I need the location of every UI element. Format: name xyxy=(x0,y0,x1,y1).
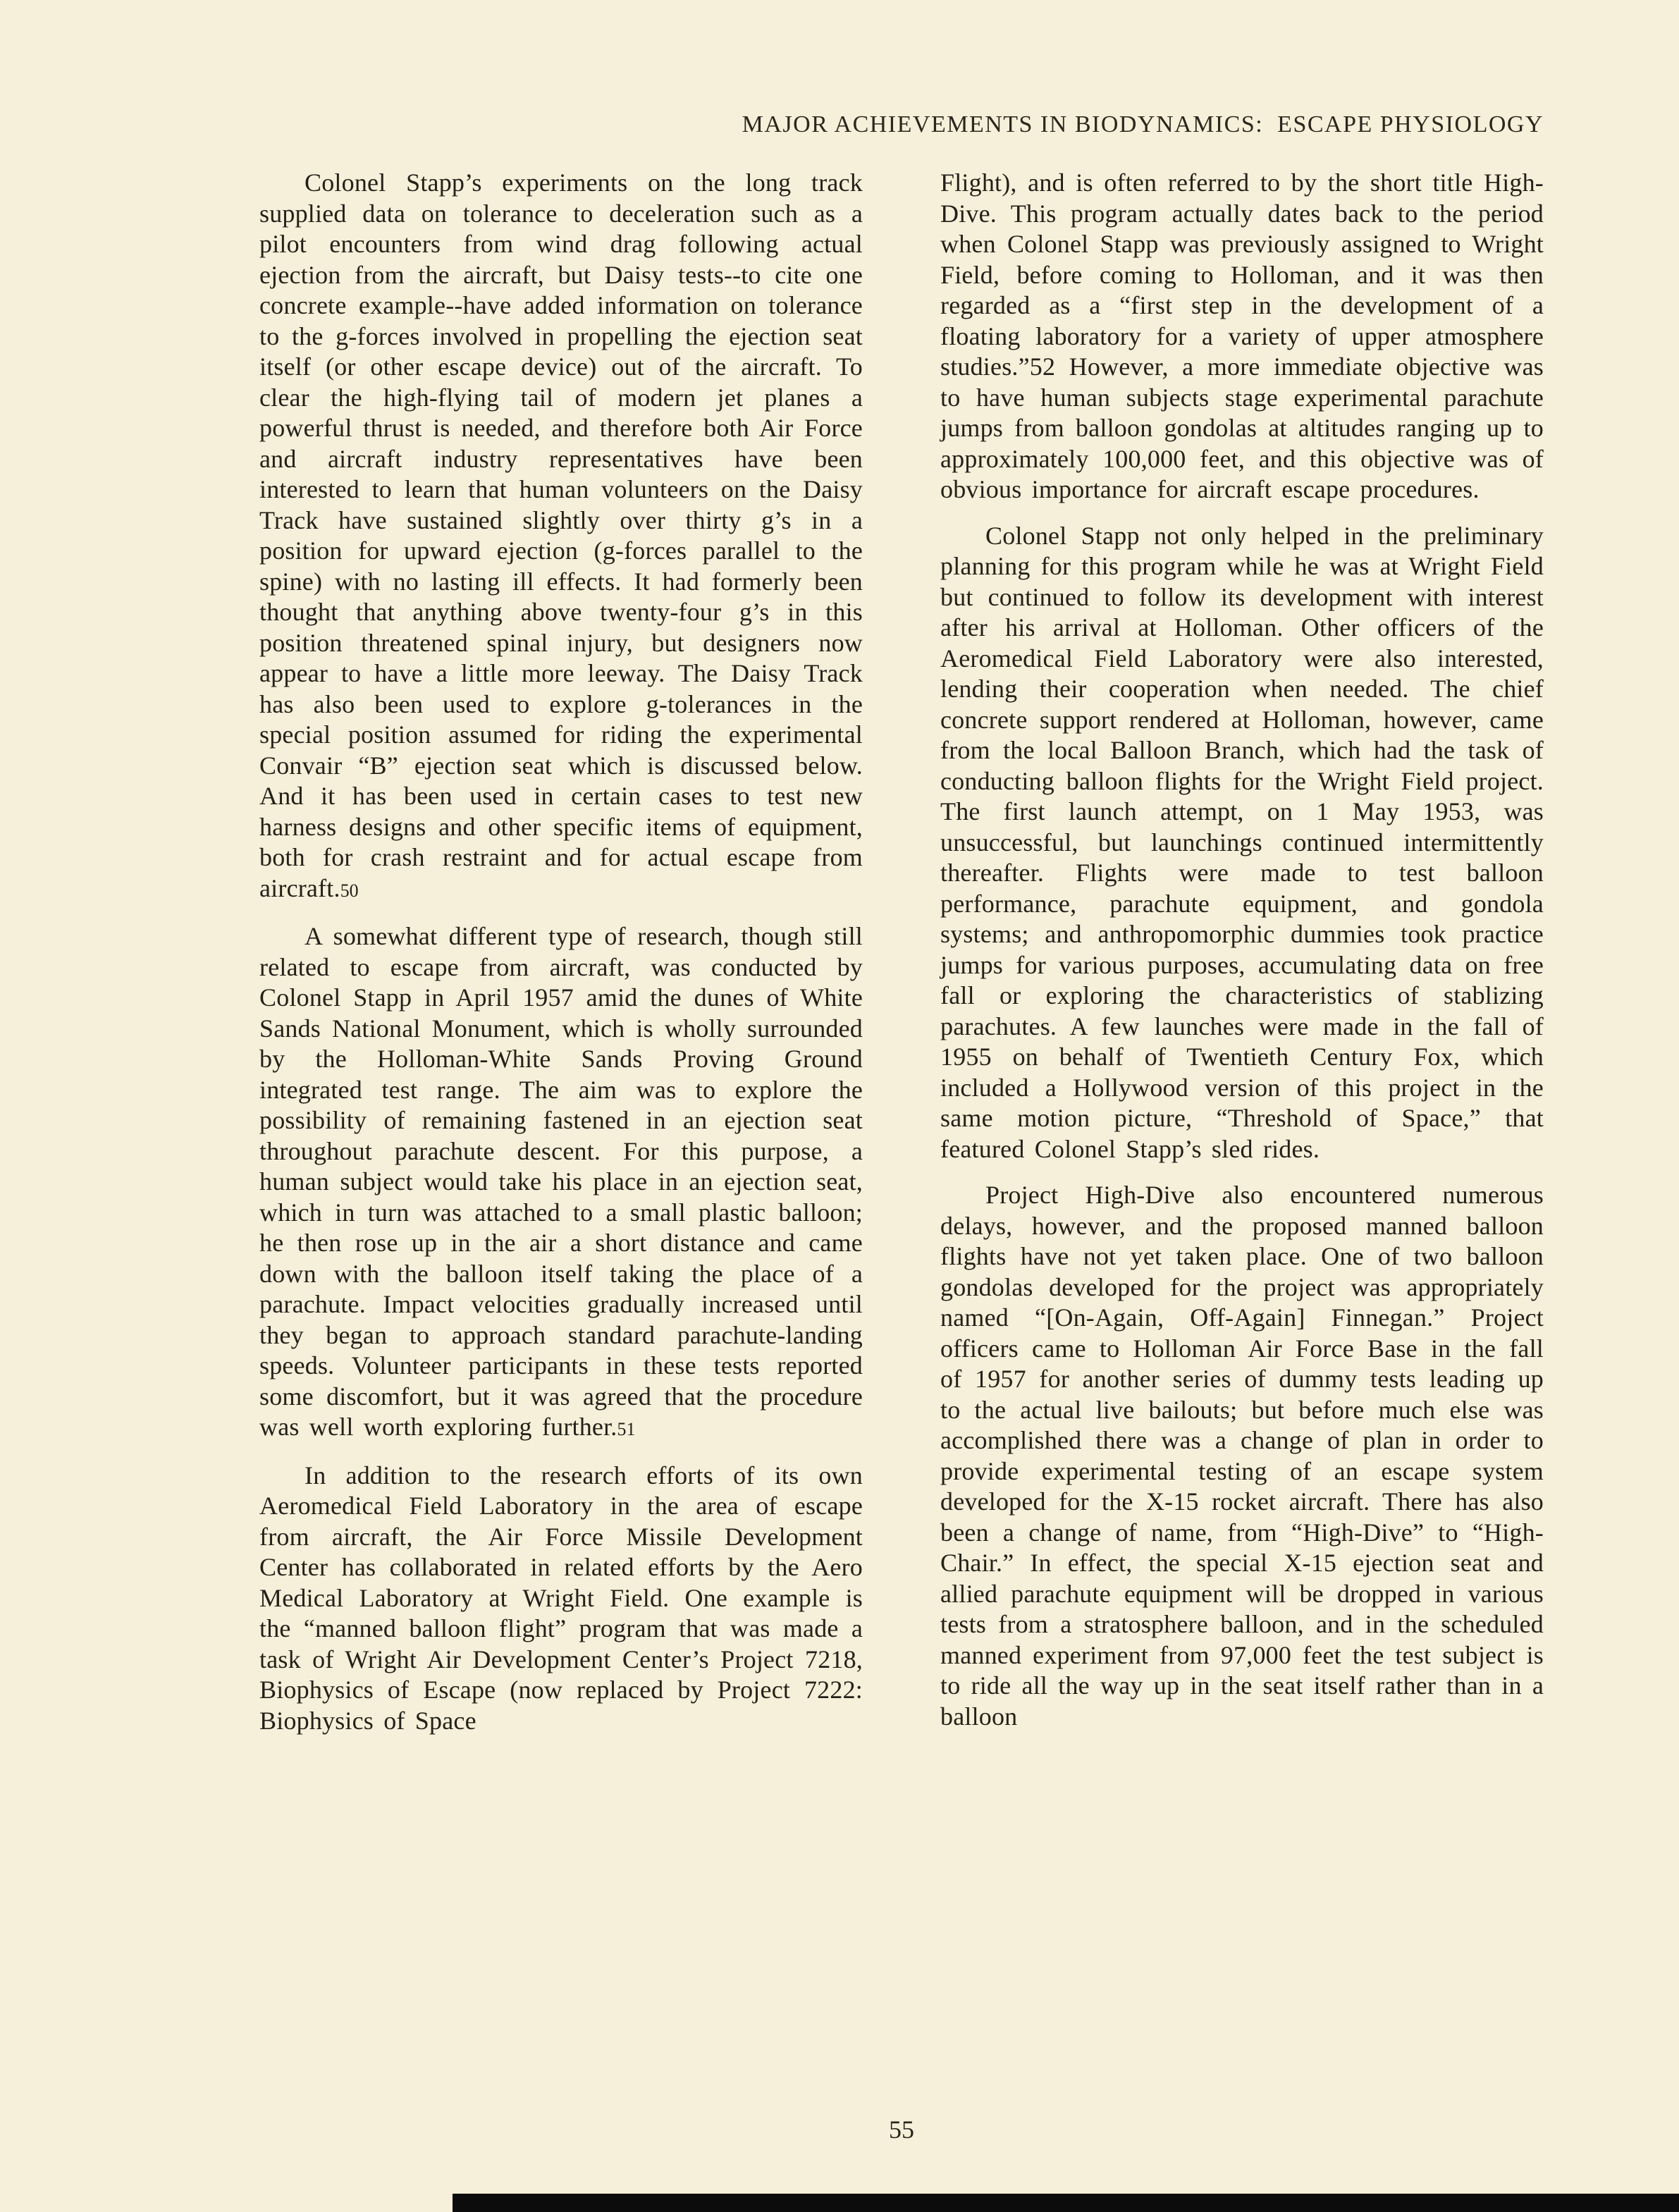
paragraph: Colonel Stapp not only helped in the preliminary planning for this program while he was at Wright Field but continued to follow its development with interest after his arrival at Holloman. Other officers of the Aeromedical Field Laboratory were also interested, lending their cooperation when needed. The chief concrete support rendered at Holloman, however, came from the local Balloon Branch, which had the task of conducting balloon flights for the Wright Field project. The first launch attempt, on 1 May 1953, was unsuccessful, but launchings continued intermittently thereafter. Flights were made to test balloon performance, parachute equipment, and gondola systems; and anthropomorphic dummies took practice jumps for various purposes, accumulating data on free fall or exploring the characteristics of stablizing parachutes. A few launches were made in the fall of 1955 on behalf of Twentieth Century Fox, which included a Hollywood version of this project in the same motion picture, “Threshold of Space,” that featured Colonel Stapp’s sled rides. xyxy=(940,521,1544,1163)
paragraph: Flight), and is often referred to by the short title High-Dive. This program actually dates back to the period when Colonel Stapp was previously assigned to Wright Field, before coming to Holloman, and it was then regarded as a “first step in the development of a floating laboratory for a variety of upper atmosphere studies.”52 However, a more immediate objective was to have human subjects stage experimental parachute jumps from balloon gondolas at altitudes ranging up to approximately 100,000 feet, and this objective was of obvious importance for aircraft escape procedures. xyxy=(940,168,1544,503)
paragraph: Colonel Stapp’s experiments on the long track supplied data on tolerance to deceleration such as a pilot encounters from wind drag following actual ejection from the aircraft, but Daisy tests--to cite one concrete example--have added information on tolerance to the g-forces involved in propelling the ejection seat itself (or other escape device) out of the aircraft. To clear the high-flying tail of modern jet planes a powerful thrust is needed, and therefore both Air Force and aircraft industry representatives have been interested to learn that human volunteers on the Daisy Track have sustained slightly over thirty g’s in a position for upward ejection (g-forces parallel to the spine) with no lasting ill effects. It had formerly been thought that anything above twenty-four g’s in this position threatened spinal injury, but designers now appear to have a little more leeway. The Daisy Track has also been used to explore g-tolerances in the special position assumed for riding the experimental Convair “B” ejection seat which is discussed below. And it has been used in certain cases to test new harness designs and other specific items of equipment, both for crash restraint and for actual escape from aircraft.50 xyxy=(259,168,863,902)
footnote-reference: 50 xyxy=(340,880,359,901)
paragraph: A somewhat different type of research, though still related to escape from aircraft, was conducted by Colonel Stapp in April 1957 amid the dunes of White Sands National Monument, which is wholly surrounded by the Holloman-White Sands Proving Ground integrated test range. The aim was to explore the possibility of remaining fastened in an ejection seat throughout parachute descent. For this purpose, a human subject would take his place in an ejection seat, which in turn was attached to a small plastic balloon; he then rose up in the air a short distance and came down with the balloon itself taking the place of a parachute. Impact velocities gradually increased until they began to approach standard parachute-landing speeds. Volunteer participants in these tests reported some discomfort, but it was agreed that the procedure was well worth exploring further.51 xyxy=(259,922,863,1441)
footnote-reference: 51 xyxy=(617,1419,636,1439)
page-number: 55 xyxy=(889,2115,914,2144)
paragraph: In addition to the research efforts of its own Aeromedical Field Laboratory in the area of escape from aircraft, the Air Force Missile Development Center has collaborated in related efforts by the Aero Medical Laboratory at Wright Field. One example is the “manned balloon flight” program that was made a task of Wright Air Development Center’s Project 7218, Biophysics of Escape (now replaced by Project 7222: Biophysics of Space xyxy=(259,1461,863,1735)
running-head: MAJOR ACHIEVEMENTS IN BIODYNAMICS: ESCAPE PHYSIOLOGY xyxy=(742,111,1544,137)
scan-edge-bar xyxy=(453,2194,1679,2212)
column-left xyxy=(259,168,863,1736)
paragraph: Project High-Dive also encountered numerous delays, however, and the proposed manned balloon flights have not yet taken place. One of two balloon gondolas developed for the project was appropriately named “[On-Again, Off-Again] Finnegan.” Project officers came to Holloman Air Force Base in the fall of 1957 for another series of dummy tests leading up to the actual live bailouts; but before much else was accomplished there was a change of plan in order to provide experimental testing of an escape system developed for the X-15 rocket aircraft. There has also been a change of name, from “High-Dive” to “High-Chair.” In effect, the special X-15 ejection seat and allied parachute equipment will be dropped in various tests from a stratosphere balloon, and in the scheduled manned experiment from 97,000 feet the test subject is to ride all the way up in the seat itself rather than in a balloon xyxy=(940,1181,1544,1731)
column-right xyxy=(940,168,1544,1736)
text-columns xyxy=(259,168,1544,1736)
